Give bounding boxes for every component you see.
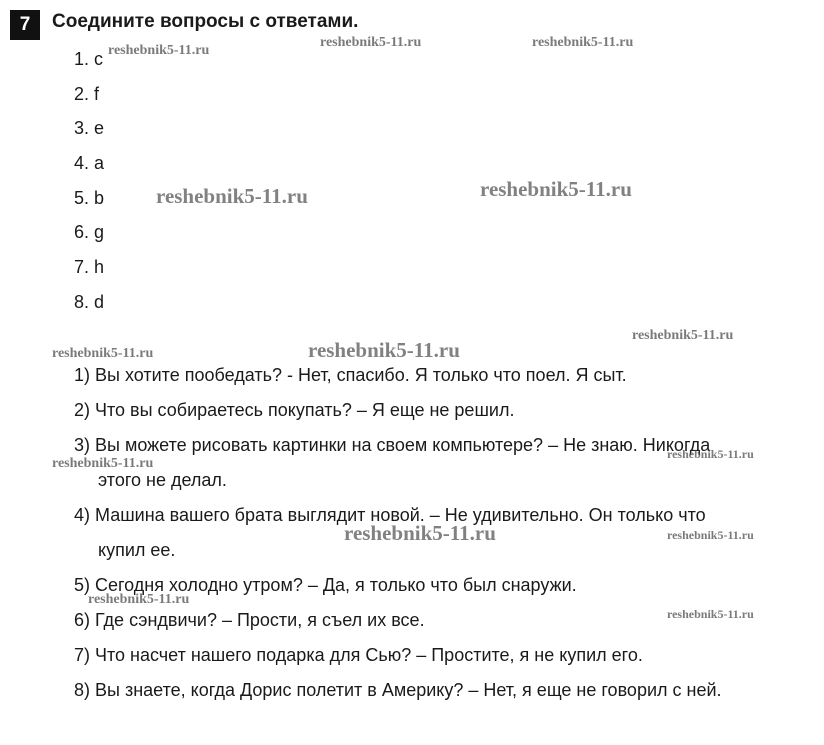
dialogue-line: 3) Вы можете рисовать картинки на своем компьютере? – Не знаю. Никогда: [74, 435, 711, 455]
watermark: reshebnik5-11.ru: [52, 456, 154, 471]
watermark: reshebnik5-11.ru: [108, 43, 210, 58]
watermark: reshebnik5-11.ru: [344, 521, 496, 545]
dialogue-item: [74, 498, 813, 568]
answer-item: 6. g: [74, 222, 105, 243]
watermark: reshebnik5-11.ru: [88, 592, 190, 607]
dialogue-list: [74, 358, 813, 708]
watermark: reshebnik5-11.ru: [320, 35, 422, 50]
watermark: reshebnik5-11.ru: [667, 528, 754, 542]
dialogue-line: 4) Машина вашего брата выглядит новой. – Не удивительно. Он только что: [74, 505, 706, 525]
answer-item: 7. h: [74, 257, 105, 278]
answer-item: 3. e: [74, 118, 105, 139]
dialogue-item: 6) Где сэндвичи? – Прости, я съел их все.: [74, 610, 425, 630]
watermark: reshebnik5-11.ru: [156, 184, 308, 208]
watermark: reshebnik5-11.ru: [52, 346, 154, 361]
dialogue-continuation: купил ее.: [98, 540, 176, 560]
answer-item: 2. f: [74, 83, 100, 104]
answer-key-list: [74, 46, 104, 324]
dialogue-item: [74, 428, 813, 498]
watermark: reshebnik5-11.ru: [632, 328, 734, 343]
dialogue-item: 1) Вы хотите пообедать? - Нет, спасибо. Я только что поел. Я сыт.: [74, 365, 627, 385]
dialogue-item: 5) Сегодня холодно утром? – Да, я только что был снаружи.: [74, 575, 577, 595]
task-title: Соедините вопросы с ответами.: [52, 11, 359, 32]
answer-item: 1. c: [74, 49, 104, 69]
answer-item: 5. b: [74, 187, 105, 208]
dialogue-continuation: этого не делал.: [98, 470, 227, 490]
watermark: reshebnik5-11.ru: [667, 447, 754, 461]
dialogue-item: 2) Что вы собираетесь покупать? – Я еще не решил.: [74, 400, 515, 420]
watermark: reshebnik5-11.ru: [480, 177, 632, 201]
task-number-badge: 7: [10, 10, 40, 40]
answer-item: 8. d: [74, 291, 105, 312]
watermark: reshebnik5-11.ru: [308, 338, 460, 362]
dialogue-item: 7) Что насчет нашего подарка для Сью? – Простите, я не купил его.: [74, 645, 643, 665]
watermark: reshebnik5-11.ru: [532, 35, 634, 50]
watermark: reshebnik5-11.ru: [667, 607, 754, 621]
answer-item: 4. a: [74, 153, 105, 174]
dialogue-item: 8) Вы знаете, когда Дорис полетит в Америку? – Нет, я еще не говорил с ней.: [74, 680, 722, 700]
